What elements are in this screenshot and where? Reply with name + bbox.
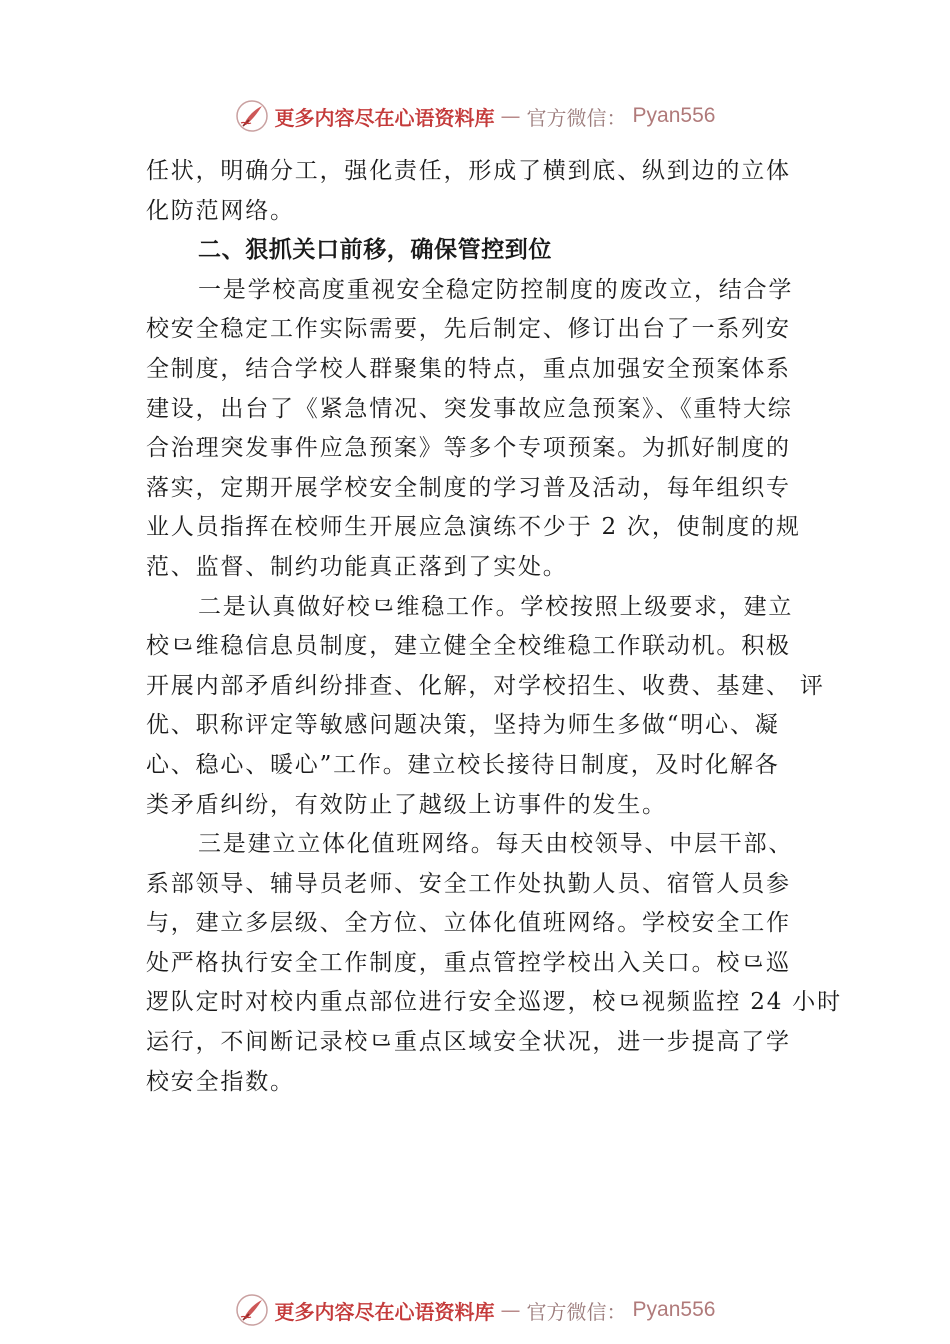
text-line: 心、稳心、暖心”工作。建立校长接待日制度，及时化解各 bbox=[146, 751, 780, 778]
paragraph-first-line: 一是学校高度重视安全稳定防控制度的废改立，结合学 bbox=[198, 276, 794, 303]
feather-pen-logo-icon bbox=[235, 99, 269, 133]
document-body bbox=[146, 152, 842, 1102]
text-line: 类矛盾纠纷，有效防止了越级上访事件的发生。 bbox=[146, 791, 667, 818]
banner-separator: — bbox=[500, 1298, 521, 1322]
text-line: 校⺋维稳信息员制度，建立健全全校维稳工作联动机。积极 bbox=[146, 633, 791, 660]
text-line: 任状，明确分工，强化责任，形成了横到底、纵到边的立体 bbox=[146, 158, 791, 184]
header-watermark-banner bbox=[0, 94, 950, 138]
text-line: 与，建立多层级、全方位、立体化值班网络。学校安全工作 bbox=[146, 910, 791, 937]
paragraph-first-line: 三是建立立体化值班网络。每天由校领导、中层干部、 bbox=[198, 831, 794, 858]
text-line: 合治理突发事件应急预案》等多个专项预案。为抓好制度的 bbox=[146, 435, 791, 462]
footer-watermark-banner bbox=[0, 1288, 950, 1332]
banner-wechat-id: Pyan556 bbox=[632, 1298, 716, 1321]
text-line: 校安全稳定工作实际需要，先后制定、修订出台了一系列安 bbox=[146, 316, 791, 343]
text-line: 系部领导、辅导员老师、安全工作处执勤人员、宿管人员参 bbox=[146, 870, 791, 897]
banner-wechat-id: Pyan556 bbox=[632, 104, 716, 127]
banner-slogan: 更多内容尽在心语资料库 bbox=[274, 1299, 495, 1324]
text-line: 化防范网络。 bbox=[146, 197, 295, 224]
section-heading: 二、狠抓关口前移，确保管控到位 bbox=[198, 237, 552, 264]
text-line: 运行，不间断记录校⺋重点区域安全状况，进一步提高了学 bbox=[146, 1029, 791, 1056]
banner-separator: — bbox=[500, 104, 521, 128]
text-line: 逻队定时对校内重点部位进行安全巡逻，校⺋视频监控 24 小时 bbox=[146, 989, 842, 1016]
banner-slogan: 更多内容尽在心语资料库 bbox=[274, 105, 495, 130]
banner-wechat-label: 官方微信： bbox=[526, 105, 627, 130]
feather-pen-logo-icon bbox=[235, 1293, 269, 1327]
text-line: 处严格执行安全工作制度，重点管控学校出入关口。校⺋巡 bbox=[146, 949, 791, 976]
text-line: 建设，出台了《紧急情况、突发事故应急预案》、《重特大综 bbox=[146, 395, 793, 422]
text-line: 优、职称评定等敏感问题决策，坚持为师生多做“明心、凝 bbox=[146, 712, 780, 739]
banner-wechat-label: 官方微信： bbox=[526, 1299, 627, 1324]
text-line: 校安全指数。 bbox=[146, 1068, 295, 1095]
paragraph-first-line: 二是认真做好校⺋维稳工作。学校按照上级要求，建立 bbox=[198, 593, 794, 620]
text-line: 全制度，结合学校人群聚集的特点，重点加强安全预案体系 bbox=[146, 355, 791, 382]
text-line: 落实，定期开展学校安全制度的学习普及活动，每年组织专 bbox=[146, 474, 791, 501]
text-line: 开展内部矛盾纠纷排查、化解，对学校招生、收费、基建、 评 bbox=[146, 672, 825, 699]
text-line: 业人员指挥在校师生开展应急演练不少于 2 次，使制度的规 bbox=[146, 514, 801, 541]
text-line: 范、监督、制约功能真正落到了实处。 bbox=[146, 553, 568, 580]
